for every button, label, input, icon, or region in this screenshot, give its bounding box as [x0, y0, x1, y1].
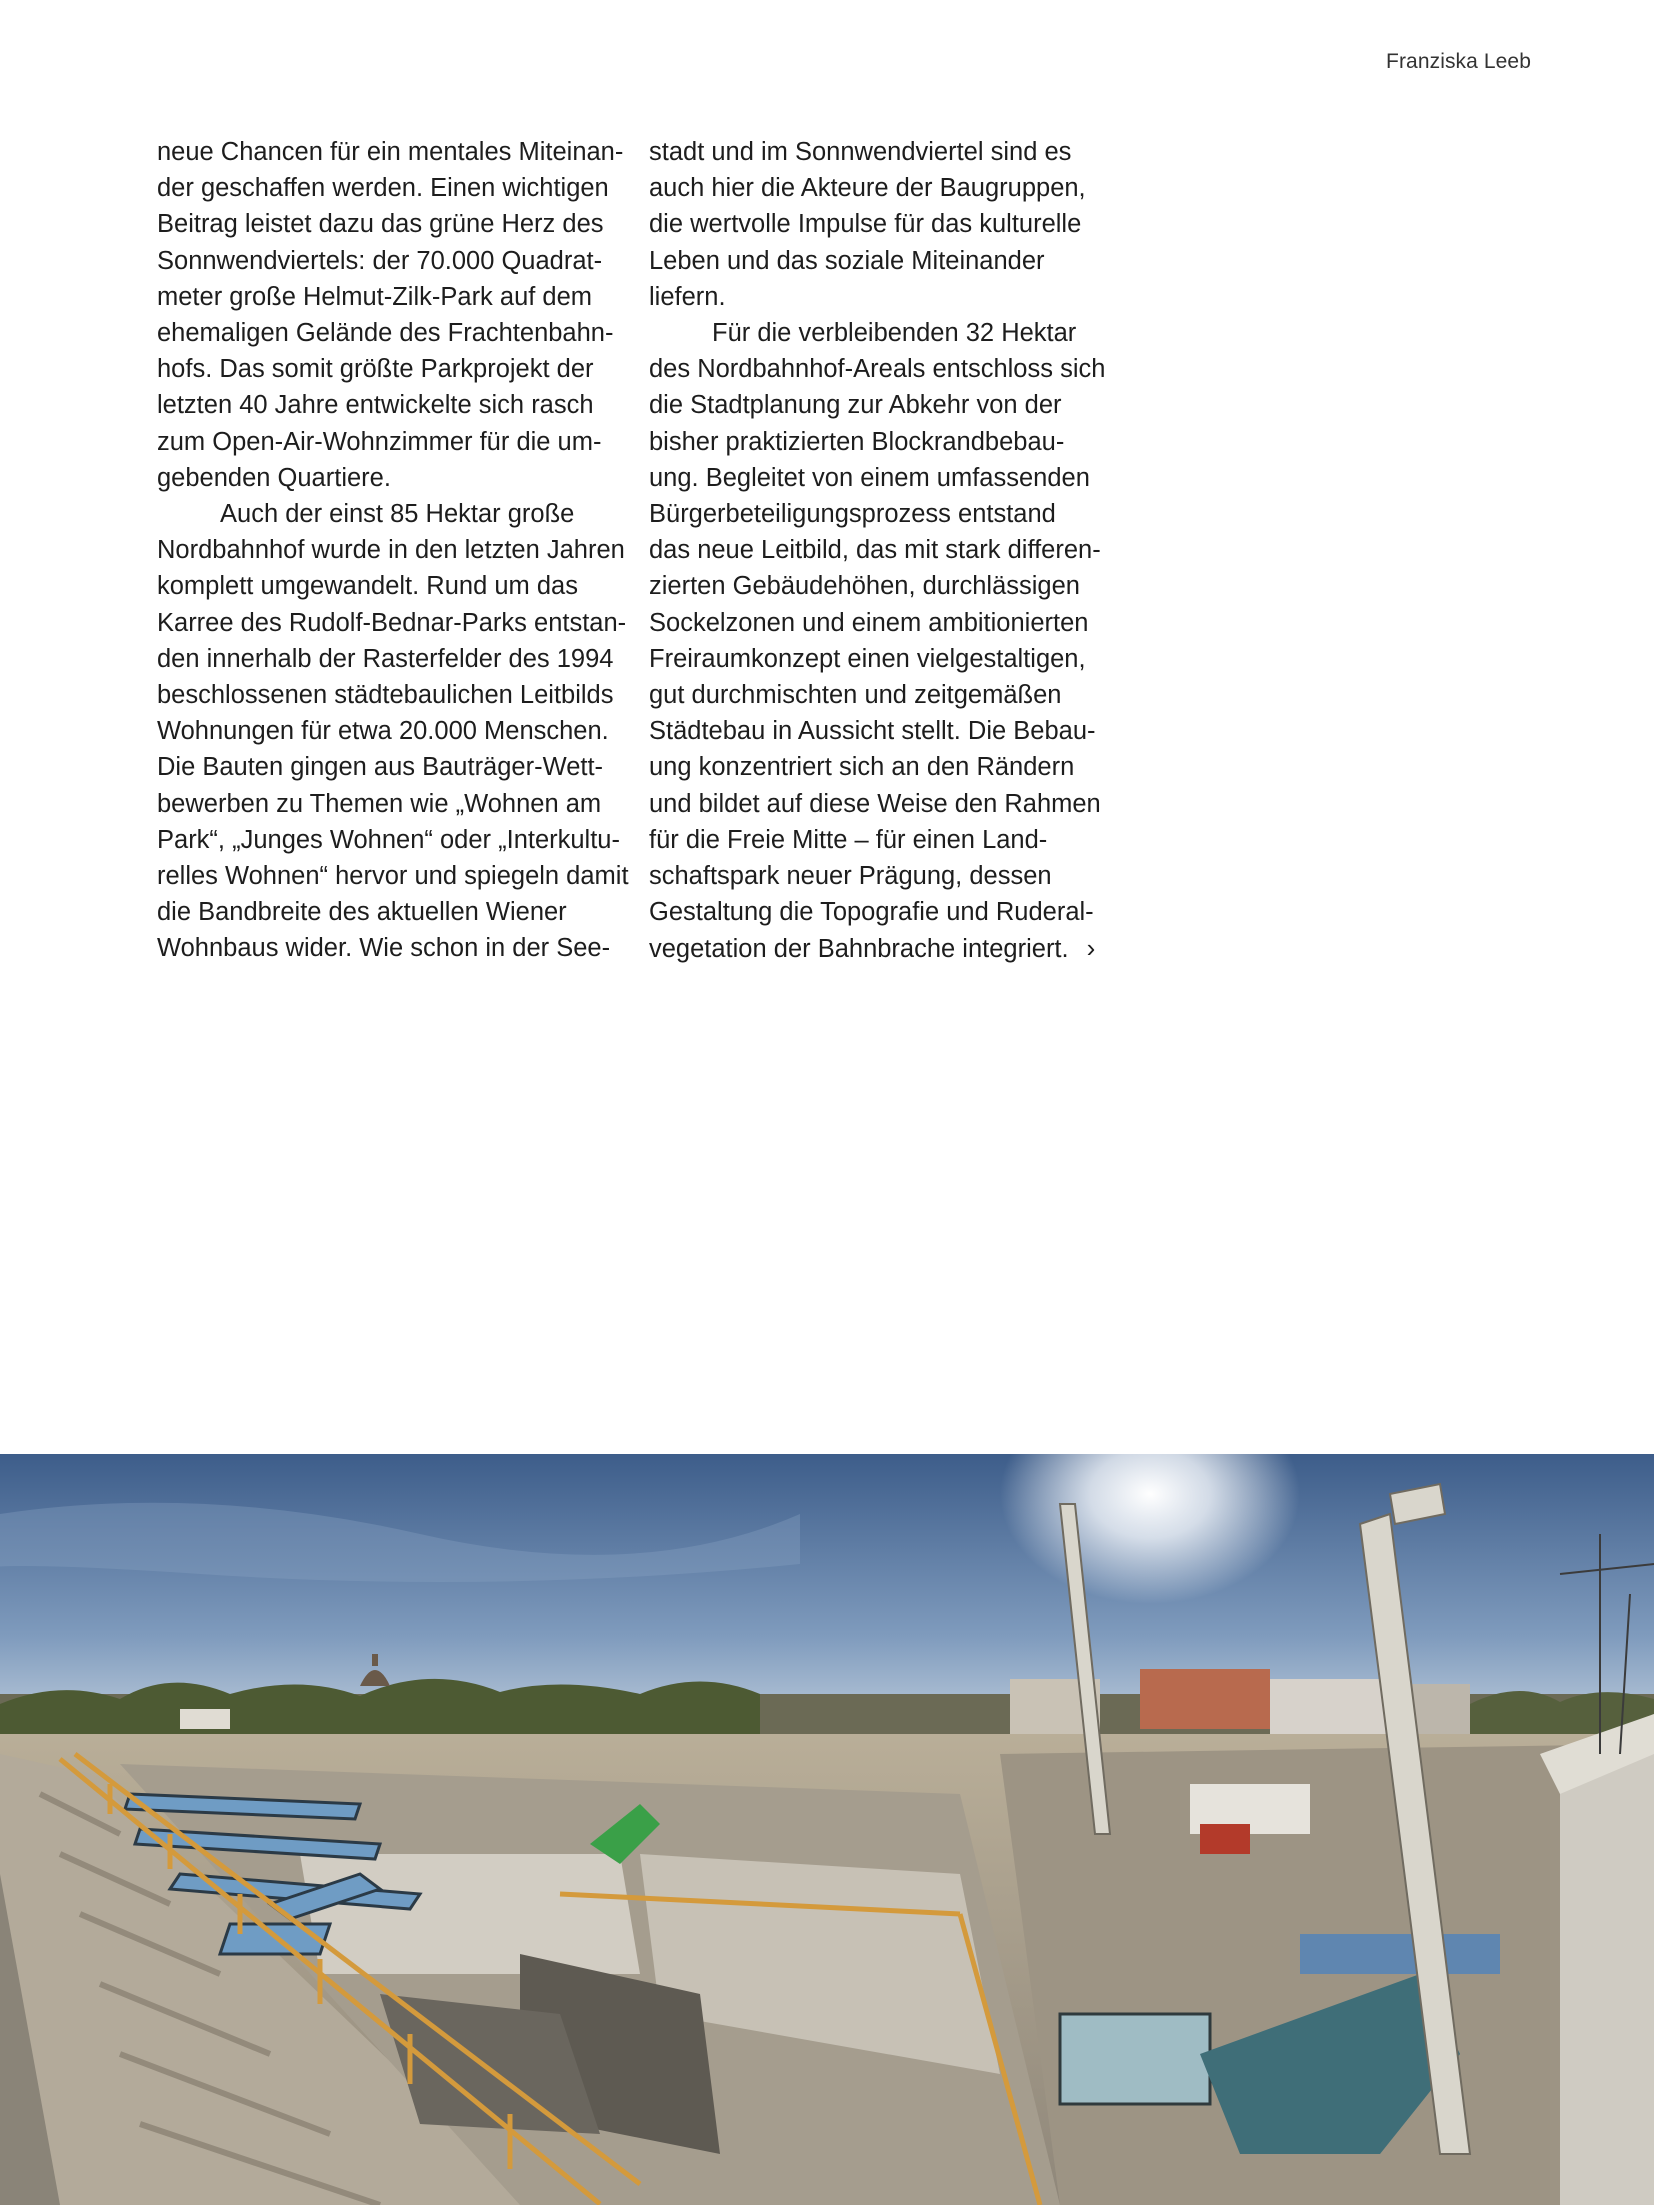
left-column-line: komplett umgewandelt. Rund um das [157, 572, 578, 601]
construction-site-photo [0, 1454, 1654, 2205]
continue-arrow-icon: › [1086, 933, 1096, 964]
right-column-line: Bürgerbeteiligungsprozess entstand [649, 500, 1056, 529]
right-column-line: ung. Begleitet von einem umfassenden [649, 463, 1090, 492]
right-column-line: die wertvolle Impulse für das kulturelle [649, 210, 1082, 239]
left-column-line: gebenden Quartiere. [157, 463, 391, 492]
left-column-line: hofs. Das somit größte Parkprojekt der [157, 355, 594, 384]
right-column-line: schaftspark neuer Prägung, dessen [649, 862, 1052, 891]
right-column-line: gut durchmischten und zeitgemäßen [649, 681, 1062, 710]
left-column-line: bewerben zu Themen wie „Wohnen am [157, 789, 602, 818]
right-column-line: Leben und das soziale Miteinander [649, 246, 1045, 275]
left-column-line: den innerhalb der Rasterfelder des 1994 [157, 644, 614, 673]
right-column-line: des Nordbahnhof-Areals entschloss sich [649, 355, 1106, 384]
right-column-line: Städtebau in Aussicht stellt. Die Bebau- [649, 717, 1096, 746]
right-column-line: zierten Gebäudehöhen, durchlässigen [649, 572, 1080, 601]
left-column-line: Wohnungen für etwa 20.000 Menschen. [157, 717, 609, 746]
right-column-line: Sockelzonen und einem ambitionierten [649, 608, 1089, 637]
right-column-last-text: vegetation der Bahnbrache integriert. [649, 935, 1069, 964]
right-column-line: bisher praktizierten Blockrandbebau- [649, 427, 1065, 456]
left-column-line: zum Open-Air-Wohnzimmer für die um- [157, 427, 602, 456]
right-column-line: die Stadtplanung zur Abkehr von der [649, 391, 1062, 420]
left-column-line: Beitrag leistet dazu das grüne Herz des [157, 210, 604, 239]
left-column-line: beschlossenen städtebaulichen Leitbilds [157, 681, 614, 710]
right-column-line: für die Freie Mitte – für einen Land- [649, 825, 1048, 854]
left-column-line: Wohnbaus wider. Wie schon in der See- [157, 934, 611, 963]
right-column-line: stadt und im Sonnwendviertel sind es [649, 138, 1072, 166]
left-column-line: Park“, „Junges Wohnen“ oder „Interkultu- [157, 825, 620, 854]
article-column-right [649, 134, 1129, 968]
right-column-line: das neue Leitbild, das mit stark differen- [649, 536, 1101, 565]
left-column-line: letzten 40 Jahre entwickelte sich rasch [157, 391, 594, 420]
left-column-line: der geschaffen werden. Einen wichtigen [157, 174, 609, 203]
right-column-line: und bildet auf diese Weise den Rahmen [649, 789, 1101, 818]
right-column-line: Freiraumkonzept einen vielgestaltigen, [649, 644, 1086, 673]
right-column-line: liefern. [649, 282, 726, 311]
right-column-line: ung konzentriert sich an den Rändern [649, 753, 1075, 782]
left-column-line: Sonnwendviertels: der 70.000 Quadrat- [157, 246, 603, 275]
right-column-line: Gestaltung die Topografie und Ruderal- [649, 898, 1094, 927]
right-column-line: Für die verbleibenden 32 Hektar [712, 319, 1077, 348]
left-column-line: die Bandbreite des aktuellen Wiener [157, 898, 567, 927]
left-column-line: Karree des Rudolf-Bednar-Parks entstan- [157, 608, 627, 637]
left-column-line: Die Bauten gingen aus Bauträger-Wett- [157, 753, 604, 782]
left-column-line: meter große Helmut-Zilk-Park auf dem [157, 282, 593, 311]
left-column-line: relles Wohnen“ hervor und spiegeln damit [157, 862, 629, 891]
author-name: Franziska Leeb [1386, 50, 1531, 73]
left-column-line: Auch der einst 85 Hektar große [220, 500, 575, 529]
right-column-line: auch hier die Akteure der Baugruppen, [649, 174, 1086, 203]
article-column-left [157, 134, 627, 967]
left-column-line: neue Chancen für ein mentales Miteinan- [157, 138, 624, 166]
left-column-line: Nordbahnhof wurde in den letzten Jahren [157, 536, 625, 565]
left-column-line: ehemaligen Gelände des Frachtenbahn- [157, 319, 614, 348]
right-column-line [649, 930, 1129, 967]
